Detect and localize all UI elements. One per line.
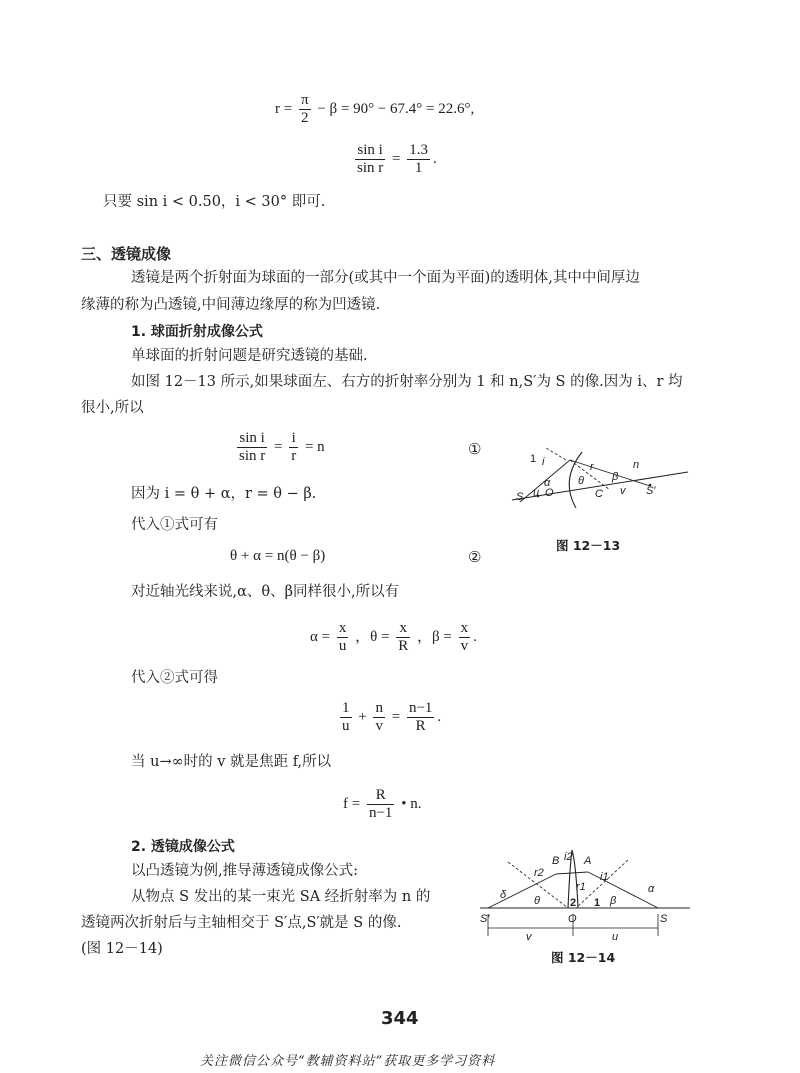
fig13-label-theta: θ bbox=[578, 475, 584, 487]
fig14-label-A: A bbox=[584, 855, 592, 867]
fig13-label-n: n bbox=[633, 459, 640, 471]
equation-marker-1: ① bbox=[468, 440, 482, 458]
intro-line-1: 透镜是两个折射面为球面的一部分(或其中一个面为平面)的透明体,其中中间厚边 bbox=[131, 270, 640, 286]
equation-4: $\frac{1}{u}$ + $\frac{n}{v}$ = $\frac{n-1}{R}$ . bbox=[342, 700, 442, 734]
fig13-label-alpha: α bbox=[544, 477, 551, 489]
section-heading: 三、透镜成像 bbox=[81, 245, 172, 263]
fig14-label-i1: i1 bbox=[600, 871, 609, 883]
equation-r-beta: r = $\frac{\pi}{2}$ − β = 90° − 67.4° = 22.6°, bbox=[275, 92, 475, 126]
figure-12-14-caption: 图 12－14 bbox=[551, 950, 616, 965]
equation-1: $\frac{\text{sin i}}{\text{sin r}}$ = $\frac{i}{r}$ = n bbox=[239, 430, 325, 464]
lens-line-4: (图 12－14) bbox=[81, 941, 163, 957]
lens-line-1: 以凸透镜为例,推导薄透镜成像公式: bbox=[131, 863, 358, 879]
fig14-label-u: u bbox=[612, 931, 619, 943]
fig14-label-S: S bbox=[660, 913, 668, 925]
figure-12-13 bbox=[500, 438, 695, 510]
paragraph-figure-ref-cont: 很小,所以 bbox=[81, 400, 144, 416]
fig13-label-u: u bbox=[533, 487, 540, 499]
figure-12-14 bbox=[478, 846, 693, 948]
lens-line-2: 从物点 S 发出的某一束光 SA 经折射率为 n 的 bbox=[131, 889, 431, 905]
fig13-label-O: O bbox=[545, 487, 554, 499]
fig14-label-theta: θ bbox=[534, 895, 540, 907]
substitute-line-2: 代入②式可得 bbox=[131, 670, 218, 686]
fig13-label-1: 1 bbox=[530, 453, 537, 465]
fig14-label-2: 2 bbox=[570, 897, 577, 909]
fig14-label-r2: r2 bbox=[534, 867, 544, 879]
fig14-label-r1: r1 bbox=[576, 881, 586, 893]
fig13-label-beta: β bbox=[612, 471, 619, 483]
paragraph-basis: 单球面的折射问题是研究透镜的基础. bbox=[131, 348, 368, 364]
fig14-label-O: O bbox=[568, 913, 577, 925]
lens-line-3: 透镜两次折射后与主轴相交于 S′点,S′就是 S 的像. bbox=[81, 915, 402, 931]
fig14-label-beta: β bbox=[610, 895, 617, 907]
subheading-spherical: 1. 球面折射成像公式 bbox=[131, 324, 263, 340]
paraxial-line: 对近轴光线来说,α、θ、β同样很小,所以有 bbox=[131, 584, 400, 600]
because-line: 因为 i = θ + α，r = θ − β. bbox=[131, 486, 317, 502]
substitute-line-1: 代入①式可有 bbox=[131, 517, 218, 533]
page-number: 344 bbox=[381, 1008, 419, 1029]
fig13-label-Sp: S′ bbox=[646, 485, 656, 497]
fig14-label-alpha: α bbox=[648, 883, 655, 895]
figure-12-13-caption: 图 12－13 bbox=[556, 538, 621, 553]
fig14-ray-inside bbox=[556, 872, 588, 874]
fig13-label-S: S bbox=[516, 491, 524, 503]
intro-line-2: 缘薄的称为凸透镜,中间薄边缘厚的称为凹透镜. bbox=[81, 297, 381, 313]
fig13-label-r: r bbox=[590, 461, 594, 473]
equation-marker-2: ② bbox=[468, 548, 482, 566]
focal-line: 当 u→∞时的 v 就是焦距 f,所以 bbox=[131, 754, 332, 770]
equation-sin-ratio: $\frac{\text{sin i}}{\text{sin r}}$ = $\frac{1.3}{1}$ . bbox=[357, 142, 437, 176]
fig14-label-Sp: S′ bbox=[480, 913, 490, 925]
fig13-label-C: C bbox=[595, 488, 603, 500]
fig13-label-i: i bbox=[542, 456, 545, 468]
equation-3: α = $\frac{x}{u}$ ，θ = $\frac{x}{R}$ ，β = $\frac{x}{v}$ . bbox=[310, 620, 477, 654]
footer-note: 关注微信公众号“教辅资料站”获取更多学习资料 bbox=[200, 1054, 496, 1069]
equation-5: f = $\frac{R}{n-1}$ • n. bbox=[343, 787, 422, 821]
fig14-label-i2: i2 bbox=[564, 851, 573, 863]
fig14-label-delta: δ bbox=[500, 889, 507, 901]
fig14-label-B: B bbox=[552, 855, 560, 867]
equation-2: θ + α = n(θ − β) bbox=[230, 548, 326, 564]
fig14-label-v: v bbox=[526, 931, 532, 943]
fig14-label-1: 1 bbox=[594, 897, 601, 909]
fig13-normal-ext bbox=[546, 448, 566, 460]
paragraph-figure-ref: 如图 12－13 所示,如果球面左、右方的折射率分别为 1 和 n,S′为 S 的像.因为 i、r 均 bbox=[131, 374, 683, 390]
fig13-label-v: v bbox=[620, 485, 626, 497]
subheading-lens: 2. 透镜成像公式 bbox=[131, 839, 235, 855]
condition-line: 只要 sin i < 0.50，i < 30° 即可. bbox=[103, 194, 326, 210]
